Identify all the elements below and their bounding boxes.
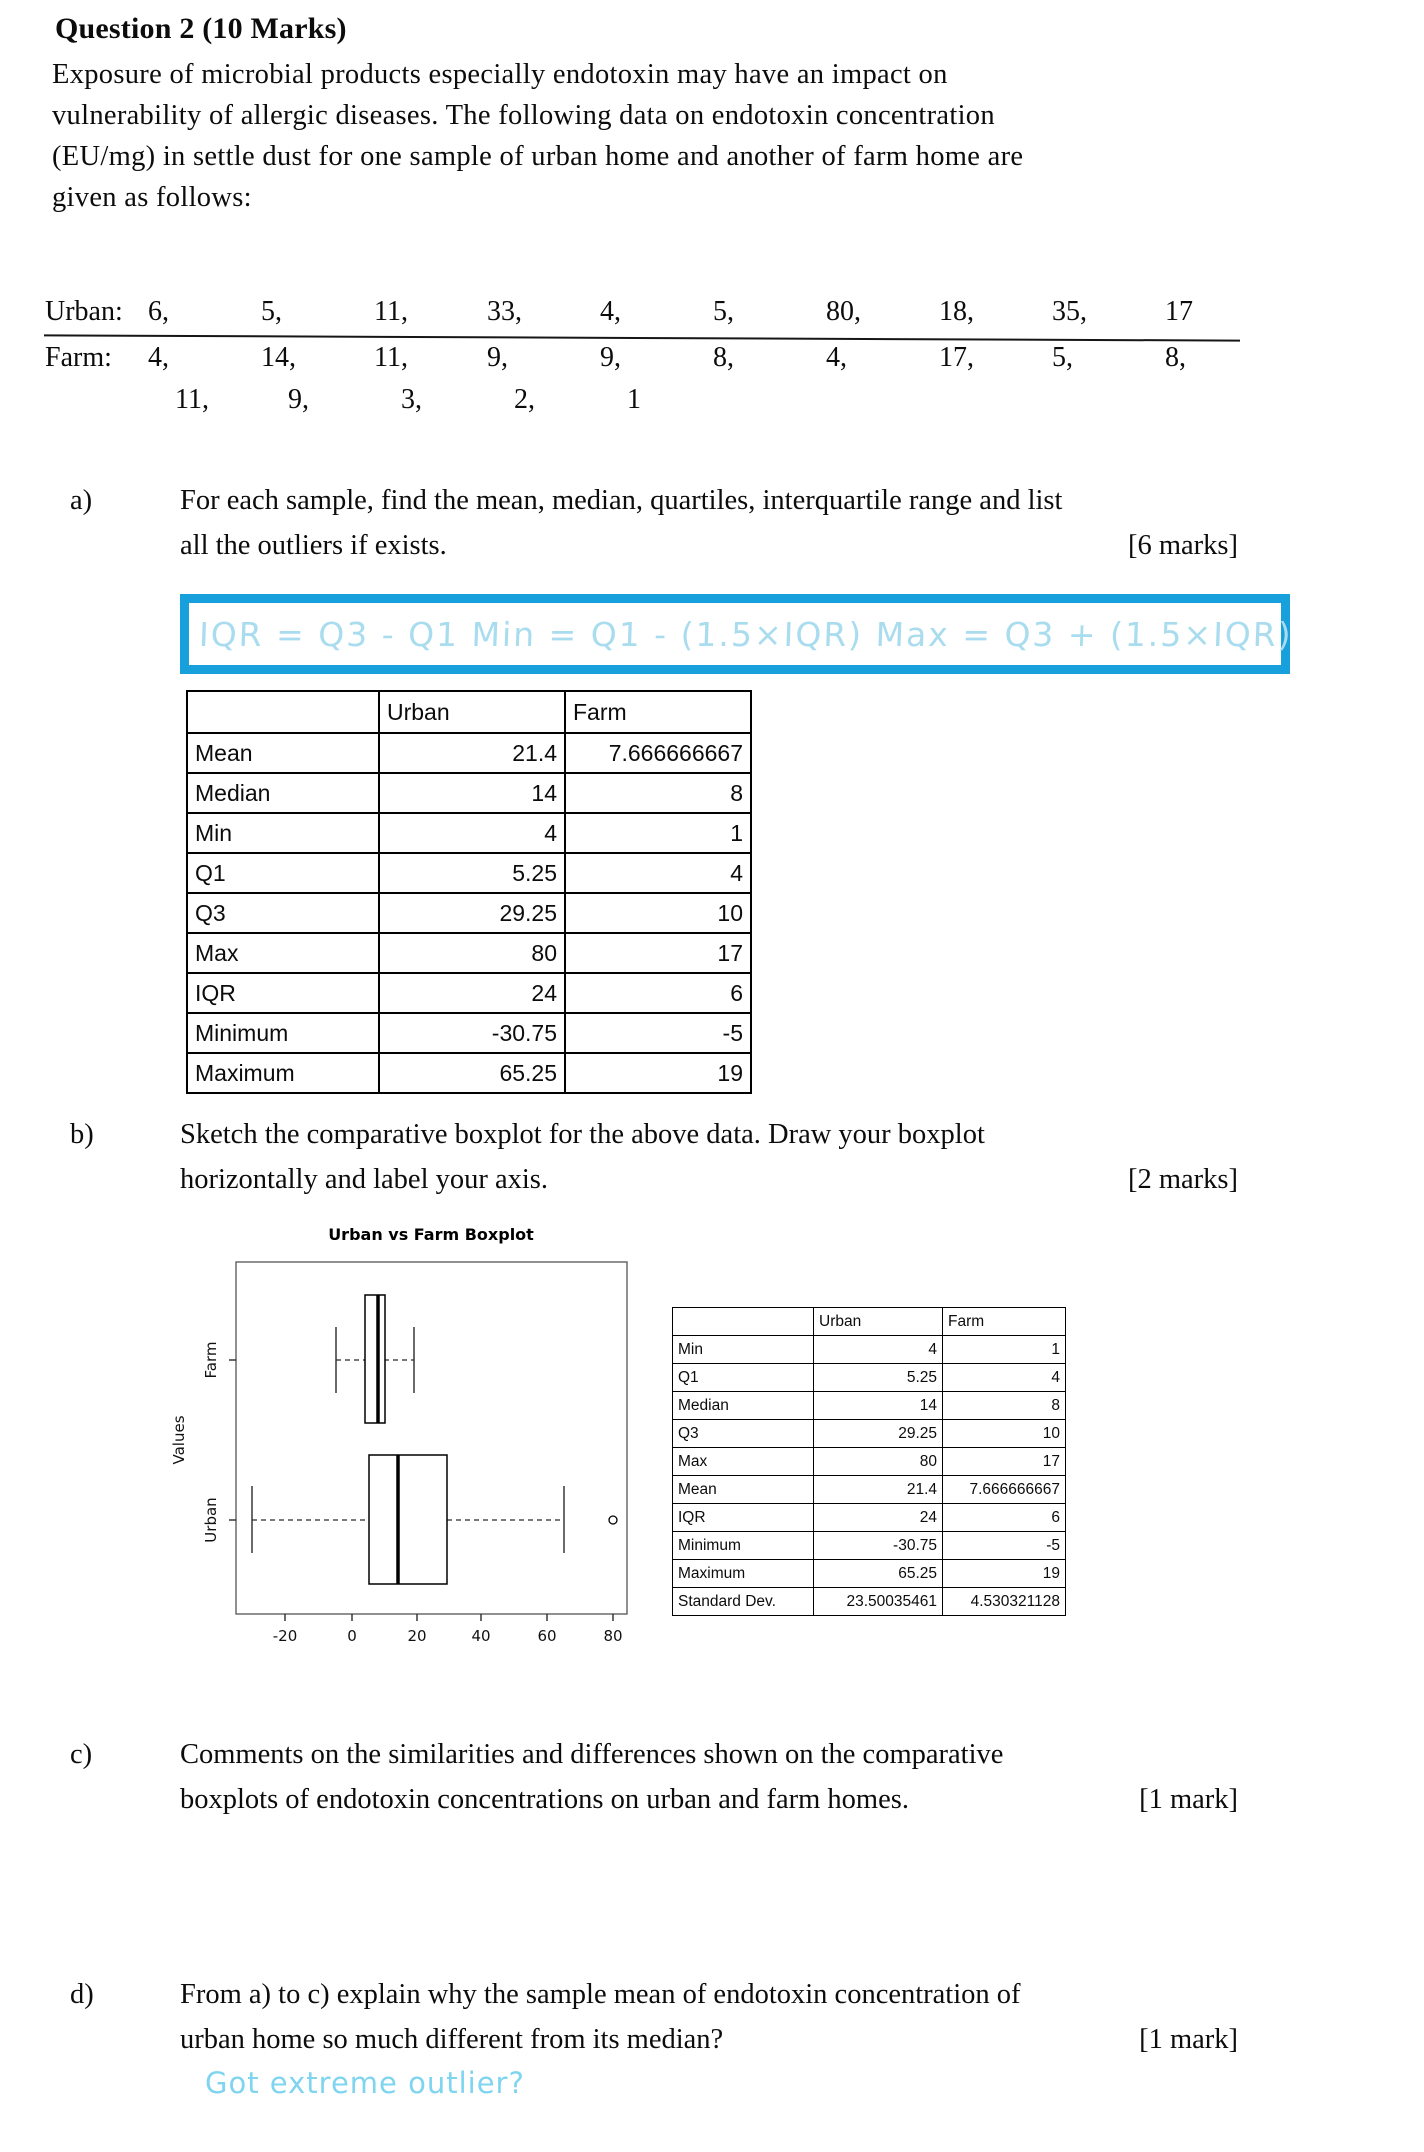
table-row: [187, 733, 751, 773]
intro-paragraph: [52, 54, 1023, 218]
farm-value: 8,: [1165, 342, 1186, 373]
intro-line: (EU/mg) in settle dust for one sample of urban home and another of farm home are: [52, 141, 1024, 172]
question-title: Question 2 (10 Marks): [55, 12, 347, 45]
stat-label: IQR: [187, 973, 379, 1013]
table-row: [673, 1364, 1066, 1392]
part-d-text-line-1: From a) to c) explain why the sample mean of endotoxin concentration of: [180, 1979, 1021, 2010]
stat-farm: -5: [565, 1013, 751, 1053]
table-row: [673, 1392, 1066, 1420]
intro-line: given as follows:: [52, 182, 252, 213]
stat-farm: 10: [943, 1420, 1066, 1448]
stat-farm: 6: [565, 973, 751, 1013]
urban-value: 5,: [713, 296, 734, 327]
farm-value: 8,: [713, 342, 734, 373]
urban-data-row: [45, 296, 1278, 328]
part-b-text-line-2: horizontally and label your axis.: [180, 1164, 549, 1195]
x-axis-tick-label: -20: [272, 1627, 298, 1645]
stat-label: Q3: [187, 893, 379, 933]
urban-value: 80,: [826, 296, 861, 327]
part-a-label: a): [70, 485, 93, 516]
boxplot-figure: [150, 1205, 650, 1650]
category-label-farm: Farm: [202, 1341, 220, 1379]
x-axis-tick-label: 80: [603, 1627, 623, 1645]
stat-urban: 14: [814, 1392, 943, 1420]
part-c-label: c): [70, 1739, 93, 1770]
stat-farm: 4: [943, 1364, 1066, 1392]
farm-value: 11,: [374, 342, 408, 373]
stat-label: Max: [187, 933, 379, 973]
stat-farm: 19: [565, 1053, 751, 1093]
stat-urban: 14: [379, 773, 565, 813]
table-row: [673, 1448, 1066, 1476]
farm-value: 9,: [487, 342, 508, 373]
farm-value: 3,: [401, 384, 422, 415]
stat-urban: 24: [379, 973, 565, 1013]
stat-label: Max: [673, 1448, 814, 1476]
farm-data-row-2: [175, 384, 740, 416]
table-row: [673, 1476, 1066, 1504]
urban-value: 11,: [374, 296, 408, 327]
stat-label: Q3: [673, 1420, 814, 1448]
stat-urban: 5.25: [814, 1364, 943, 1392]
stat-urban: -30.75: [814, 1532, 943, 1560]
stat-urban: 80: [379, 933, 565, 973]
stat-urban: 65.25: [814, 1560, 943, 1588]
stat-farm: 4.530321128: [943, 1588, 1066, 1616]
part-a-text-line-1: For each sample, find the mean, median, quartiles, interquartile range and list: [180, 485, 1063, 516]
category-label-urban: Urban: [202, 1497, 220, 1543]
farm-value: 14,: [261, 342, 296, 373]
urban-value: 4,: [600, 296, 621, 327]
part-c-marks: [1 mark]: [1139, 1784, 1238, 1815]
table-header-urban: Urban: [379, 691, 565, 733]
formula-box: [180, 594, 1294, 674]
urban-value: 35,: [1052, 296, 1087, 327]
stat-label: Minimum: [673, 1532, 814, 1560]
urban-value: 33,: [487, 296, 522, 327]
stat-urban: 80: [814, 1448, 943, 1476]
table-row: [187, 933, 751, 973]
intro-line: Exposure of microbial products especially endotoxin may have an impact on: [52, 59, 948, 90]
x-axis-tick-label: 60: [537, 1627, 557, 1645]
stats-table-1: [186, 690, 752, 1094]
urban-value: 17: [1165, 296, 1193, 327]
stat-farm: 8: [565, 773, 751, 813]
part-d-label: d): [70, 1979, 94, 2010]
stat-urban: 4: [814, 1336, 943, 1364]
x-axis-tick-label: 40: [471, 1627, 491, 1645]
table-header-urban: Urban: [814, 1308, 943, 1336]
part-d-text-line-2: urban home so much different from its median?: [180, 2024, 724, 2055]
stat-farm: 17: [943, 1448, 1066, 1476]
urban-value: 6,: [148, 296, 169, 327]
x-axis-tick-label: 0: [347, 1627, 357, 1645]
table-header-blank: [673, 1308, 814, 1336]
x-axis-tick-label: 20: [407, 1627, 427, 1645]
table-row: [673, 1504, 1066, 1532]
farm-value: 4,: [826, 342, 847, 373]
urban-box: [369, 1455, 447, 1584]
table-header-farm: Farm: [943, 1308, 1066, 1336]
table-row: [187, 1013, 751, 1053]
farm-box: [365, 1295, 385, 1423]
farm-value: 2,: [514, 384, 535, 415]
farm-value: 1: [627, 384, 641, 415]
table-header-blank: [187, 691, 379, 733]
urban-row-label: Urban:: [45, 296, 123, 327]
stat-farm: 4: [565, 853, 751, 893]
stat-urban: 24: [814, 1504, 943, 1532]
part-b-label: b): [70, 1119, 94, 1150]
farm-value: 5,: [1052, 342, 1073, 373]
stat-farm: 17: [565, 933, 751, 973]
stat-farm: 10: [565, 893, 751, 933]
stat-label: Q1: [673, 1364, 814, 1392]
table-row: [673, 1532, 1066, 1560]
stat-label: Min: [673, 1336, 814, 1364]
table-header-row: [673, 1308, 1066, 1336]
handwritten-formula: IQR = Q3 - Q1 Min = Q1 - (1.5×IQR) Max = Q3 + (1.5×IQR): [198, 614, 1294, 654]
stat-farm: -5: [943, 1532, 1066, 1560]
table-row: [187, 853, 751, 893]
table-row: [187, 813, 751, 853]
stats-table-2: [672, 1307, 1066, 1616]
stat-label: Median: [187, 773, 379, 813]
stat-urban: 21.4: [379, 733, 565, 773]
y-axis-label: Values: [170, 1415, 188, 1465]
farm-value: 11,: [175, 384, 209, 415]
urban-row-underline: [44, 334, 1240, 341]
part-b-marks: [2 marks]: [1127, 1164, 1238, 1195]
outlier-point: [609, 1516, 617, 1524]
urban-value: 5,: [261, 296, 282, 327]
stat-farm: 7.666666667: [565, 733, 751, 773]
stat-label: Median: [673, 1392, 814, 1420]
stat-urban: 21.4: [814, 1476, 943, 1504]
stat-label: Maximum: [673, 1560, 814, 1588]
table-row: [673, 1560, 1066, 1588]
stat-urban: 29.25: [814, 1420, 943, 1448]
stat-urban: 5.25: [379, 853, 565, 893]
farm-value: 17,: [939, 342, 974, 373]
part-a-marks: [6 marks]: [1127, 530, 1238, 561]
table-row: [187, 973, 751, 1013]
stat-label: IQR: [673, 1504, 814, 1532]
part-d-marks: [1 mark]: [1139, 2024, 1238, 2055]
table-row: [673, 1336, 1066, 1364]
stat-farm: 7.666666667: [943, 1476, 1066, 1504]
handwritten-note: Got extreme outlier?: [205, 2066, 525, 2100]
part-a-text-line-2: all the outliers if exists.: [180, 530, 447, 561]
part-c-text-line-1: Comments on the similarities and differences shown on the comparative: [180, 1739, 1004, 1770]
stat-farm: 1: [943, 1336, 1066, 1364]
stat-farm: 8: [943, 1392, 1066, 1420]
table-header-farm: Farm: [565, 691, 751, 733]
table-row: [187, 893, 751, 933]
stat-label: Minimum: [187, 1013, 379, 1053]
stat-label: Q1: [187, 853, 379, 893]
part-b-text-line-1: Sketch the comparative boxplot for the above data. Draw your boxplot: [180, 1119, 985, 1150]
stat-urban: 4: [379, 813, 565, 853]
farm-row-label: Farm:: [45, 342, 112, 373]
stat-farm: 6: [943, 1504, 1066, 1532]
stat-farm: 1: [565, 813, 751, 853]
table-row: [673, 1588, 1066, 1616]
farm-value: 9,: [288, 384, 309, 415]
stat-urban: -30.75: [379, 1013, 565, 1053]
stat-label: Mean: [673, 1476, 814, 1504]
stat-label: Mean: [187, 733, 379, 773]
stat-label: Min: [187, 813, 379, 853]
stat-label: Standard Dev.: [673, 1588, 814, 1616]
table-row: [187, 773, 751, 813]
table-header-row: [187, 691, 751, 733]
stat-urban: 29.25: [379, 893, 565, 933]
table-row: [673, 1420, 1066, 1448]
stat-label: Maximum: [187, 1053, 379, 1093]
stat-urban: 65.25: [379, 1053, 565, 1093]
farm-value: 4,: [148, 342, 169, 373]
stat-farm: 19: [943, 1560, 1066, 1588]
part-c-text-line-2: boxplots of endotoxin concentrations on urban and farm homes.: [180, 1784, 909, 1815]
intro-line: vulnerability of allergic diseases. The following data on endotoxin concentration: [52, 100, 995, 131]
table-row: [187, 1053, 751, 1093]
farm-data-row: [45, 342, 1278, 374]
urban-value: 18,: [939, 296, 974, 327]
boxplot-title: Urban vs Farm Boxplot: [328, 1225, 534, 1244]
farm-value: 9,: [600, 342, 621, 373]
stat-urban: 23.50035461: [814, 1588, 943, 1616]
